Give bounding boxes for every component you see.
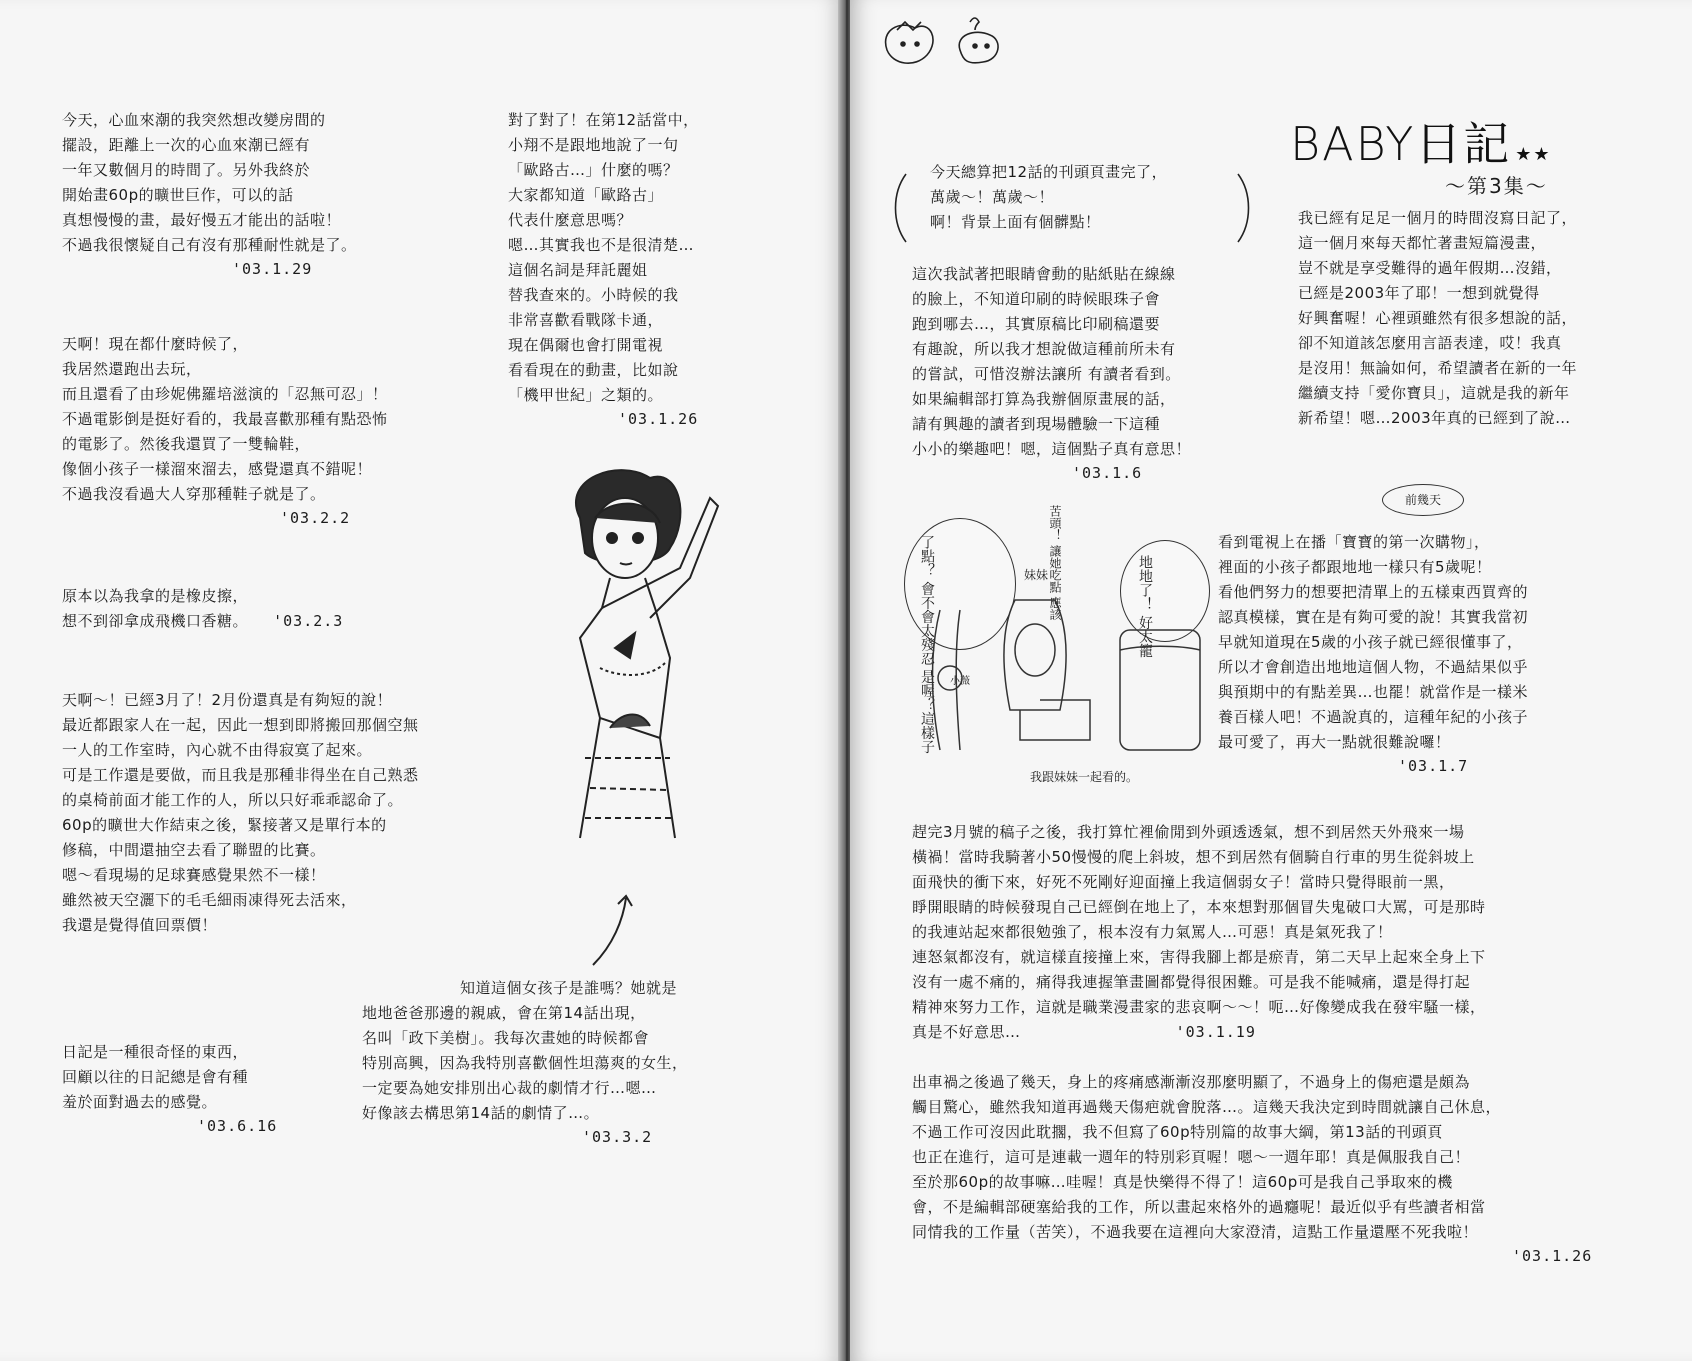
diary-line: 這個名詞是拜託麗姐 — [508, 261, 648, 279]
diary-line: 觸目驚心，雖然我知道再過幾天傷疤就會脫落…。這幾天我決定到時間就讓自己休息， — [912, 1098, 1502, 1116]
diary-line: 這一個月來每天都忙著畫短篇漫畫， — [1298, 234, 1547, 252]
entry-date: '03.1.26 — [618, 410, 699, 428]
entry-date: '03.1.6 — [1072, 464, 1143, 482]
note-line: 苦頭！ — [1048, 505, 1062, 541]
volume-subtitle: ～第3集～ — [1445, 174, 1548, 198]
diary-title — [1290, 108, 1552, 174]
comic-small-note — [1048, 505, 1062, 621]
diary-line: 真是不好意思… — [912, 1023, 1021, 1041]
diary-line: 天啊～！已經3月了！2月份還真是有夠短的說！ — [62, 691, 393, 709]
diary-line: 認真模樣，實在是有夠可愛的說！其實我當初 — [1218, 608, 1529, 626]
diary-line: 地地爸爸那邊的親戚，會在第14話出現， — [362, 1004, 646, 1022]
diary-line: 不過我沒看過大人穿那種鞋子就是了。 — [62, 485, 326, 503]
diary-entry — [62, 688, 419, 938]
diary-line: 修稿，中間還抽空去看了聯盟的比賽。 — [62, 841, 326, 859]
diary-line: 豈不就是享受難得的過年假期…沒錯， — [1298, 259, 1562, 277]
arrow-icon — [588, 890, 638, 970]
entry-date: '03.3.2 — [582, 1128, 653, 1146]
diary-line: 名叫「政下美樹」。我每次畫她的時候都會 — [362, 1029, 650, 1047]
diary-line: 我居然還跑出去玩， — [62, 360, 202, 378]
entry-date: '03.2.2 — [280, 509, 351, 527]
diary-line: 天啊！現在都什麼時候了， — [62, 335, 249, 353]
diary-line: 我還是覺得值回票價！ — [62, 916, 218, 934]
entry-date: '03.1.19 — [1175, 1023, 1256, 1041]
diary-line: 沒有一處不痛的，痛得我連握筆畫圖都覺得很困難。可是我不能喊痛，還是得打起 — [912, 973, 1471, 991]
diary-line: 回顧以往的日記總是會有種 — [62, 1068, 249, 1086]
star-icon: ★★ — [1515, 144, 1552, 165]
entry-date: '03.1.26 — [1512, 1247, 1593, 1265]
diary-line: 連怒氣都沒有，就這樣直接撞上來，害得我腳上都是瘀青，第二天早上起來全身上下 — [912, 948, 1486, 966]
diary-line: 如果編輯部打算為我辦個原畫展的話， — [912, 390, 1176, 408]
diary-line: 看他們努力的想要把清單上的五樣東西買齊的 — [1218, 583, 1529, 601]
diary-line: 知道這個女孩子是誰嗎？她就是 — [460, 979, 678, 997]
diary-line: 面飛快的衝下來，好死不死剛好迎面撞上我這個弱女子！當時只覺得眼前一黑， — [912, 873, 1455, 891]
diary-line: 不過我很懷疑自己有沒有那種耐性就是了。 — [62, 236, 357, 254]
diary-line: 卻不知道該怎麼用言語表達，哎！我真 — [1298, 334, 1562, 352]
diary-line: 開始畫60p的曠世巨作，可以的話 — [62, 186, 294, 204]
entry-date: '03.6.16 — [197, 1117, 278, 1135]
diary-line: 替我查來的。小時候的我 — [508, 286, 679, 304]
comic-tag: 前幾天 — [1382, 484, 1464, 516]
diary-entry — [62, 584, 343, 634]
diary-line: 這次我試著把眼睛會動的貼紙貼在線線 — [912, 265, 1176, 283]
diary-line: 不過電影倒是挺好看的，我最喜歡那種有點恐怖 — [62, 410, 388, 428]
diary-line: 小小的樂趣吧！嗯，這個點子真有意思！ — [912, 440, 1192, 458]
title-text: BABY日記 — [1290, 117, 1512, 171]
diary-line: 橫禍！當時我騎著小50慢慢的爬上斜坡，想不到居然有個騎自行車的男生從斜坡上 — [912, 848, 1475, 866]
diary-line: 裡面的小孩子都跟地地一樣只有5歲呢！ — [1218, 558, 1492, 576]
diary-line: 精神來努力工作，這就是職業漫畫家的悲哀啊～～！呃…好像變成我在發牢騷一樣， — [912, 998, 1486, 1016]
diary-entry — [362, 976, 688, 1146]
diary-entry — [62, 108, 357, 278]
diary-line: 嗯…其實我也不是很清楚… — [508, 236, 695, 254]
mascot-doodle-icon — [875, 10, 1005, 70]
diary-line: 擺設，距離上一次的心血來潮已經有 — [62, 136, 311, 154]
diary-line: 同情我的工作量（苦笑），不過我要在這裡向大家澄清，這點工作量還壓不死我啦！ — [912, 1223, 1479, 1241]
diary-line: 可是工作還是要做，而且我是那種非得坐在自己熟悉 — [62, 766, 419, 784]
diary-line: 現在偶爾也會打開電視 — [508, 336, 664, 354]
left-page — [0, 0, 842, 1361]
diary-line: 羞於面對過去的感覺。 — [62, 1093, 218, 1111]
comic-caption: 我跟妹妹一起看的。 — [1030, 770, 1139, 784]
girl-illustration — [540, 458, 740, 858]
diary-line: 而且還看了由珍妮佛羅培滋演的「忍無可忍」！ — [62, 385, 388, 403]
diary-entry — [62, 332, 388, 527]
note-line: 讓她吃點 — [1048, 544, 1062, 593]
diary-line: 最可愛了，再大一點就很難說囉！ — [1218, 733, 1451, 751]
diary-line: 的桌椅前面才能工作的人，所以只好乖乖認命了。 — [62, 791, 404, 809]
diary-line: 好像該去構思第14話的劇情了…。 — [362, 1104, 600, 1122]
note-line: 萬歲～！萬歲～！ — [930, 188, 1055, 206]
diary-line: 像個小孩子一樣溜來溜去，感覺還真不錯呢！ — [62, 460, 373, 478]
diary-line: 小翔不是跟地地說了一句 — [508, 136, 679, 154]
diary-line: 「歐路古…」什麼的嗎？ — [508, 161, 679, 179]
diary-entry — [912, 1070, 1592, 1265]
diary-entry — [508, 108, 699, 428]
bubble-line: 會不會太殘忍 — [919, 581, 935, 666]
diary-line: 特別高興，因為我特別喜歡個性坦蕩爽的女生， — [362, 1054, 688, 1072]
diary-line: 一人的工作室時，內心就不由得寂寞了起來。 — [62, 741, 373, 759]
diary-line: 與預期中的有點差異…也罷！就當作是一樣米 — [1218, 683, 1529, 701]
header-note — [930, 160, 1167, 235]
note-line: 今天總算把12話的刊頭頁畫完了， — [930, 163, 1168, 181]
diary-line: 最近都跟家人在一起，因此一想到即將搬回那個空無 — [62, 716, 419, 734]
diary-line: 一定要為她安排別出心裁的劇情才行…嗯… — [362, 1079, 657, 1097]
diary-line: 新希望！嗯…2003年真的已經到了說… — [1298, 409, 1571, 427]
diary-line: 今天，心血來潮的我突然想改變房間的 — [62, 111, 326, 129]
diary-entry — [912, 820, 1486, 1045]
diary-line: 對了對了！在第12話當中， — [508, 111, 699, 129]
diary-line: 的嘗試，可惜沒辦法讓所 有讀者看到。 — [912, 365, 1181, 383]
entry-date: '03.1.29 — [232, 260, 313, 278]
diary-entry — [912, 262, 1191, 482]
diary-line: 非常喜歡看戰隊卡通， — [508, 311, 664, 329]
diary-line: 已經是2003年了耶！一想到就覺得 — [1298, 284, 1540, 302]
diary-line: 睜開眼睛的時候發現自己已經倒在地上了，本來想對那個冒失鬼破口大罵，可是那時 — [912, 898, 1486, 916]
bubble-line: 地地了！ — [1137, 555, 1153, 611]
diary-line: 我已經有足足一個月的時間沒寫日記了， — [1298, 209, 1578, 227]
comic-figures — [920, 590, 1220, 760]
diary-line: 有趣說，所以我才想說做這種前所未有 — [912, 340, 1176, 358]
diary-line: 原本以為我拿的是橡皮擦， — [62, 587, 249, 605]
bubble-line: 好太籠 — [1137, 615, 1153, 658]
entry-date: '03.2.3 — [273, 612, 344, 630]
entry-date: '03.1.7 — [1398, 757, 1469, 775]
diary-line: 60p的曠世大作結束之後，緊接著又是單行本的 — [62, 816, 387, 834]
diary-line: 的我連站起來都很勉強了，根本沒有力氣罵人…可惡！真是氣死我了！ — [912, 923, 1393, 941]
diary-line: 繼續支持「愛你寶貝」，這就是我的新年 — [1298, 384, 1570, 402]
note-line: 應該 — [1048, 596, 1062, 621]
diary-line: 看到電視上在播「寶寶的第一次購物」， — [1218, 533, 1490, 551]
diary-line: 趕完3月號的稿子之後，我打算忙裡偷閒到外頭透透氣，想不到居然天外飛來一場 — [912, 823, 1465, 841]
diary-line: 大家都知道「歐路古」 — [508, 186, 664, 204]
diary-line: 一年又數個月的時間了。另外我終於 — [62, 161, 311, 179]
diary-line: 「機甲世紀」之類的。 — [508, 386, 664, 404]
diary-line: 養百樣人吧！不過說真的，這種年紀的小孩子 — [1218, 708, 1529, 726]
diary-line: 嗯～看現場的足球賽感覺果然不一樣！ — [62, 866, 326, 884]
diary-line: 是沒用！無論如何，希望讀者在新的一年 — [1298, 359, 1578, 377]
diary-line: 所以才會創造出地地這個人物，不過結果似乎 — [1218, 658, 1529, 676]
diary-line: 跑到哪去…，其實原稿比印刷稿還要 — [912, 315, 1161, 333]
diary-line: 日記是一種很奇怪的東西， — [62, 1043, 249, 1061]
diary-line: 至於那60p的故事嘛…哇喔！真是快樂得不得了！這60p可是我自己爭取來的機 — [912, 1173, 1453, 1191]
diary-line: 好興奮喔！心裡頭雖然有很多想說的話， — [1298, 309, 1578, 327]
diary-line: 的電影了。然後我還買了一雙輪鞋， — [62, 435, 311, 453]
diary-line: 代表什麼意思嗎？ — [508, 211, 633, 229]
diary-entry — [1298, 206, 1577, 431]
sister-label: 妹妹 — [1024, 568, 1049, 582]
bubble-line: 了點？ — [919, 535, 935, 577]
diary-line: 請有興趣的讀者到現場體驗一下這種 — [912, 415, 1161, 433]
diary-line: 真想慢慢的畫，最好慢五才能出的話啦！ — [62, 211, 342, 229]
diary-line: 會，不是編輯部硬塞給我的工作，所以畫起來格外的過癮呢！最近似乎有些讀者相當 — [912, 1198, 1486, 1216]
diary-line: 想不到卻拿成飛機口香糖。 — [62, 612, 249, 630]
diary-line: 不過工作可沒因此耽擱，我不但寫了60p特別篇的故事大綱，第13話的刊頭頁 — [912, 1123, 1443, 1141]
diary-line: 看看現在的動畫，比如說 — [508, 361, 679, 379]
person-label: 小薇 — [950, 676, 970, 687]
note-line: 啊！背景上面有個髒點！ — [930, 213, 1101, 231]
diary-entry — [1218, 530, 1528, 775]
diary-line: 的臉上，不知道印刷的時候眼珠子會 — [912, 290, 1161, 308]
bubble-line: 是喔？這樣子 — [919, 669, 935, 754]
diary-entry — [62, 1040, 277, 1135]
diary-line: 雖然被天空灑下的毛毛細雨凍得死去活來， — [62, 891, 357, 909]
diary-line: 出車禍之後過了幾天，身上的疼痛感漸漸沒那麼明顯了，不過身上的傷疤還是頗為 — [912, 1073, 1471, 1091]
diary-line: 也正在進行，這可是連載一週年的特別彩頁喔！嗯～一週年耶！真是佩服我自己！ — [912, 1148, 1471, 1166]
diary-line: 早就知道現在5歲的小孩子就已經很懂事了， — [1218, 633, 1523, 651]
